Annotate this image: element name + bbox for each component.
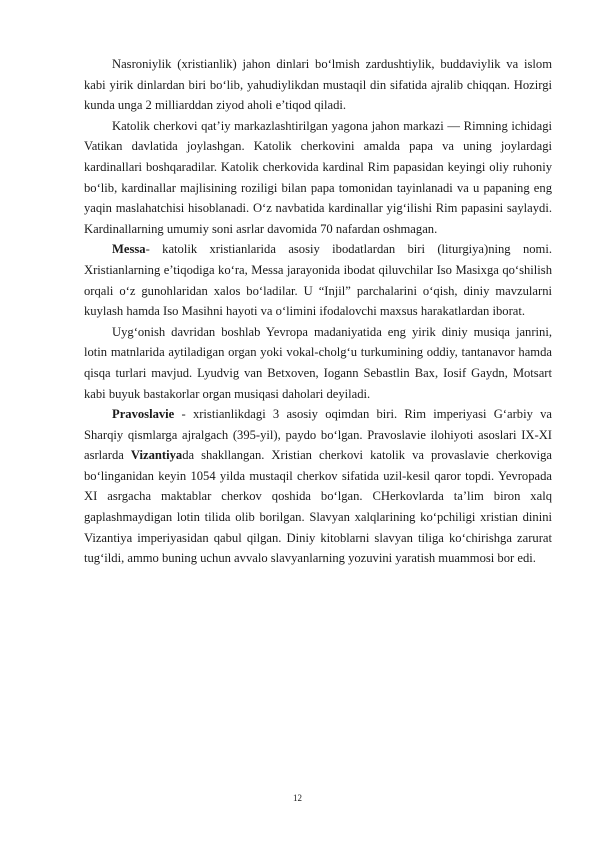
page-number: 12 (293, 793, 302, 803)
term-pravoslavie: Pravoslavie (112, 407, 175, 422)
paragraph-katolik-cherkovi (84, 116, 552, 240)
paragraph-uygonish (84, 322, 552, 404)
paragraph-text: Nasroniylik (xristianlik) jahon dinlari bo‘lmish zardushtiylik, buddaviylik va islom kabi yirik dinlardan biri bo‘lib, yahudiylikdan mustaqil din sifatida ajralib chiqqan. Hozirgi kunda unga 2 milliarddan ziyod aholi e’tiqod qiladi. (84, 57, 552, 113)
paragraph-messa (84, 239, 552, 321)
paragraph-text: da shakllangan. Xristian cherkovi katolik va provaslavie cherkoviga bo‘linganidan keyin 1054 yilda mustaqil cherkov sifatida uzil-kesil qaror topdi. Yevropada XI asrgacha maktablar cherkov qoshida bo‘lgan. CHerkovlarda ta’lim biron xalq gaplashmaydigan lotin tilida olib borilgan. Slavyan xalqlarining ko‘pchiligi xristian dinini Vizantiya imperiyasidan qabul qilgan. Diniy kitoblarni slavyan tiliga ko‘chirishga zarurat tug‘ildi, ammo buning uchun avvalo slavyanlarning yozuvini yaratish muammosi bor edi. (84, 448, 552, 566)
paragraph-text: Katolik cherkovi qat’iy markazlashtirilgan yagona jahon markazi — Rimning ichidagi Vatikan davlatida joylashgan. Katolik cherkovini amalda papa va uning joylardagi kardinallari boshqaradilar. Katolik cherkovida kardinal Rim papasidan keyingi oliy ruhoniy bo‘lib, kardinallar majlisining roziligi bilan papa tomonidan tayinlanadi va u papaning eng yaqin maslahatchisi hisoblanadi. O‘z navbatida kardinallar yig‘ilishi Rim papasini saylaydi. Kardinallarning umumiy soni asrlar davomida 70 nafardan oshmagan. (84, 118, 552, 236)
paragraph-nasroniylik (84, 54, 552, 116)
term-vizantiya: Vizantiya (130, 448, 183, 463)
term-messa: Messa (112, 242, 146, 257)
paragraph-pravoslavie (84, 404, 552, 569)
paragraph-text: Uyg‘onish davridan boshlab Yevropa madaniyatida eng yirik diniy musiqa janrini, lotin matnlarida aytiladigan organ yoki vokal-cholg‘u turkumining oddiy, tantanavor hamda qisqa turlari mavjud. Lyudvig van Betxoven, Iogann Sebastlin Bax, Iosif Gaydn, Motsart kabi buyuk bastakorlar organ musiqasi daholari deyiladi. (84, 324, 552, 401)
paragraph-text: - xristianlikdagi 3 asosiy oqimdan biri. Rim imperiyasi G‘arbiy va Sharqiy qismlarga ajralgach (395-yil), paydo bo‘lgan. Pravoslavie ilohiyoti asoslari IX-XI asrlarda (84, 407, 552, 463)
paragraph-text: - katolik xristianlarida asosiy ibodatlardan biri (liturgiya)ning nomi. Xristianlarning e’tiqodiga ko‘ra, Messa jarayonida ibodat qiluvchilar Iso Masixga qo‘shilish orqali o‘z gunohlaridan xalos bo‘ladilar. U “Injil” parchalarini o‘qish, diniy mavzularni kuylash hamda Iso Masihni hayoti va o‘limini ifodalovchi maxsus harakatlardan iborat. (84, 242, 552, 319)
body-text (84, 54, 552, 569)
